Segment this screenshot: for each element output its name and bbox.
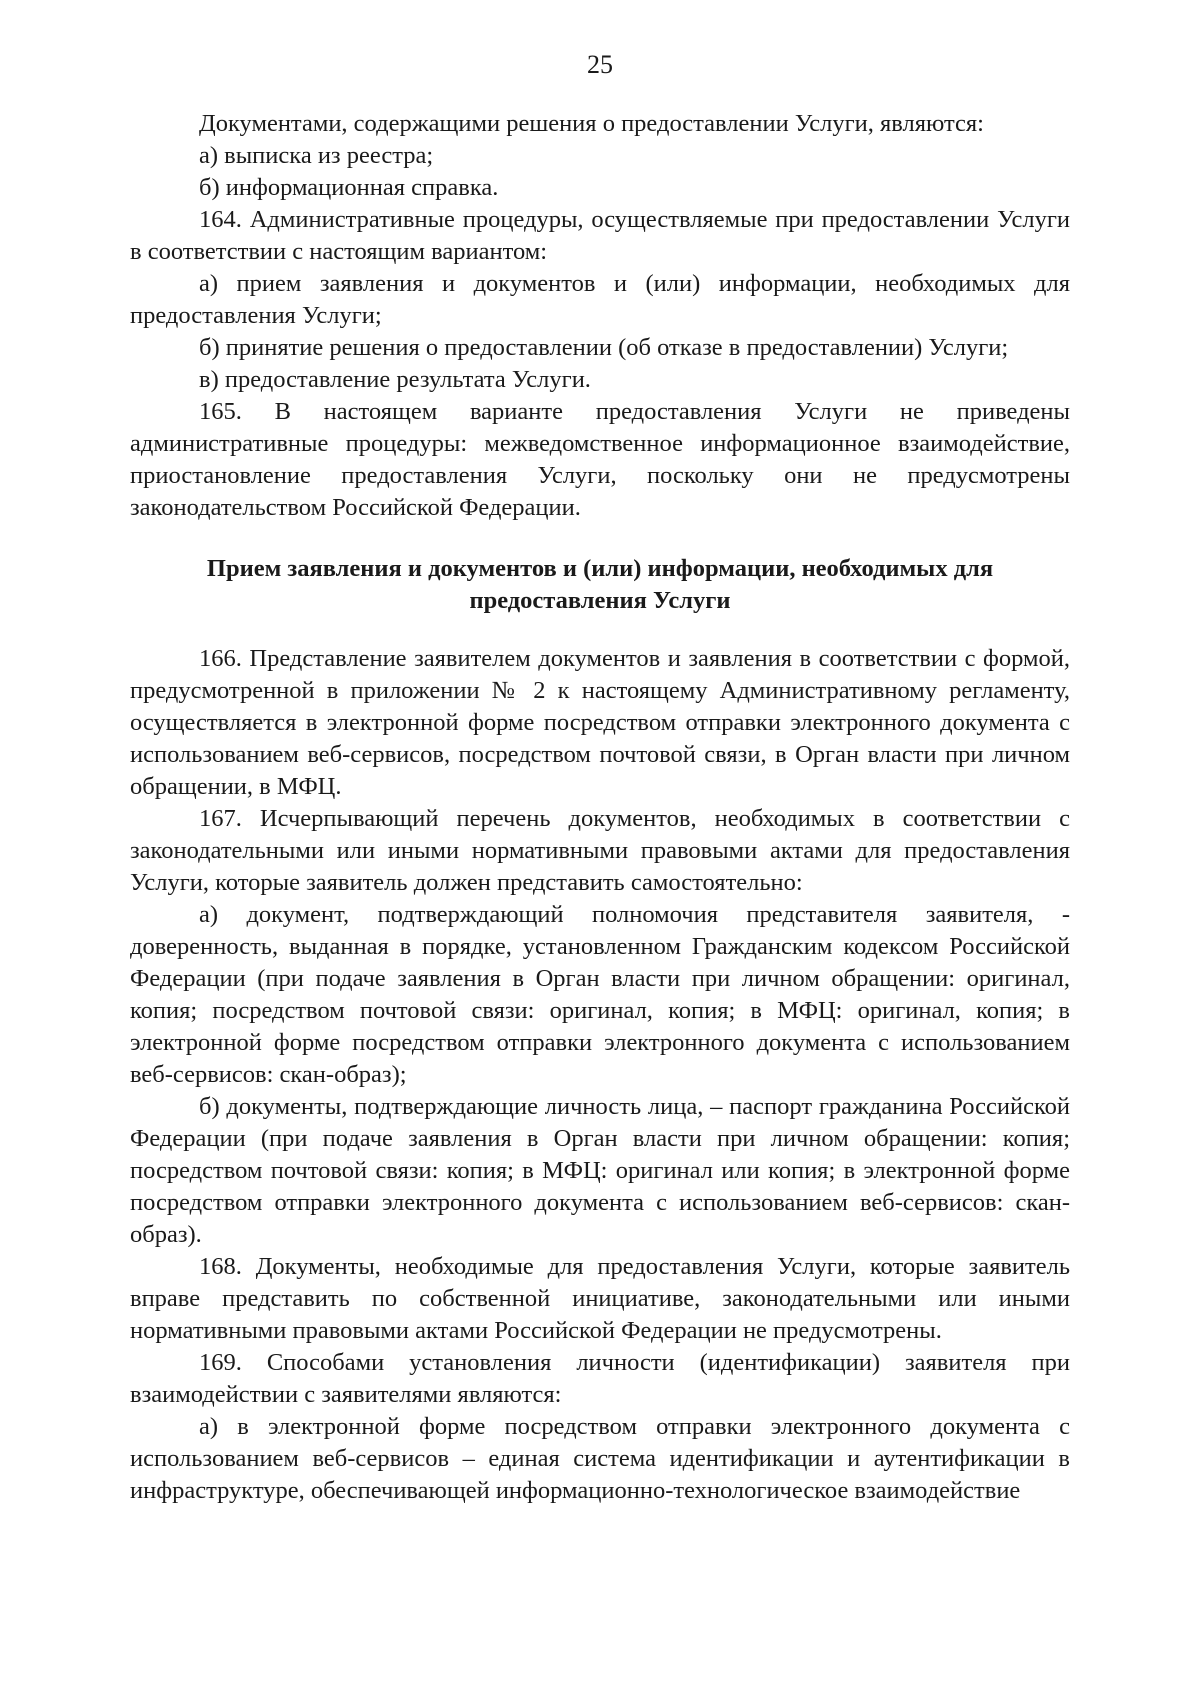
paragraph: 166. Представление заявителем документов и заявления в соответствии с формой, предусмотренной в приложении № 2 к настоящему Административному регламенту, осуществляется в электронной форме посредством отправки электронного документа с использованием веб-сервисов, посредством почтовой связи, в Орган власти при личном обращении, в МФЦ. [130, 645, 1070, 800]
paragraph: 168. Документы, необходимые для предоставления Услуги, которые заявитель вправе представить по собственной инициативе, законодательными или иными нормативными правовыми актами Российской Федерации не предусмотрены. [130, 1253, 1070, 1344]
document-body [130, 108, 1070, 1507]
paragraph: 164. Административные процедуры, осуществляемые при предоставлении Услуги в соответствии с настоящим вариантом: [130, 206, 1070, 265]
paragraph: Документами, содержащими решения о предоставлении Услуги, являются: [199, 110, 984, 137]
page-number: 25 [587, 50, 613, 79]
paragraph: а) прием заявления и документов и (или) информации, необходимых для предоставления Услуги; [130, 270, 1070, 329]
paragraph: б) принятие решения о предоставлении (об отказе в предоставлении) Услуги; [199, 334, 1009, 361]
paragraph: а) документ, подтверждающий полномочия представителя заявителя, - доверенность, выданная в порядке, установленном Гражданским кодексом Российской Федерации (при подаче заявления в Орган власти при личном обращении: оригинал, копия; посредством почтовой связи: оригинал, копия; в МФЦ: оригинал, копия; в электронной форме посредством отправки электронного документа с использованием веб-сервисов: скан-образ); [130, 901, 1070, 1088]
paragraph: 165. В настоящем варианте предоставления Услуги не приведены административные процедуры: межведомственное информационное взаимодействие, приостановление предоставления Услуги, поскольку они не предусмотрены законодательством Российской Федерации. [130, 398, 1070, 521]
paragraph: а) выписка из реестра; [199, 142, 434, 169]
paragraph: 169. Способами установления личности (идентификации) заявителя при взаимодействии с заявителями являются: [130, 1349, 1070, 1408]
paragraph: б) документы, подтверждающие личность лица, – паспорт гражданина Российской Федерации (при подаче заявления в Орган власти при личном обращении: копия; посредством почтовой связи: копия; в МФЦ: оригинал или копия; в электронной форме посредством отправки электронного документа с использованием веб-сервисов: скан-образ). [130, 1093, 1070, 1248]
paragraph: в) предоставление результата Услуги. [199, 366, 591, 393]
paragraph: б) информационная справка. [199, 174, 499, 201]
paragraph: 167. Исчерпывающий перечень документов, необходимых в соответствии с законодательными или иными нормативными правовыми актами для предоставления Услуги, которые заявитель должен представить самостоятельно: [130, 805, 1070, 896]
section-heading: Прием заявления и документов и (или) информации, необходимых для предоставления Услуги [206, 555, 994, 614]
paragraph: а) в электронной форме посредством отправки электронного документа с использованием веб-сервисов – единая система идентификации и аутентификации в инфраструктуре, обеспечивающей информационно-технологическое взаимодействие [130, 1413, 1070, 1504]
